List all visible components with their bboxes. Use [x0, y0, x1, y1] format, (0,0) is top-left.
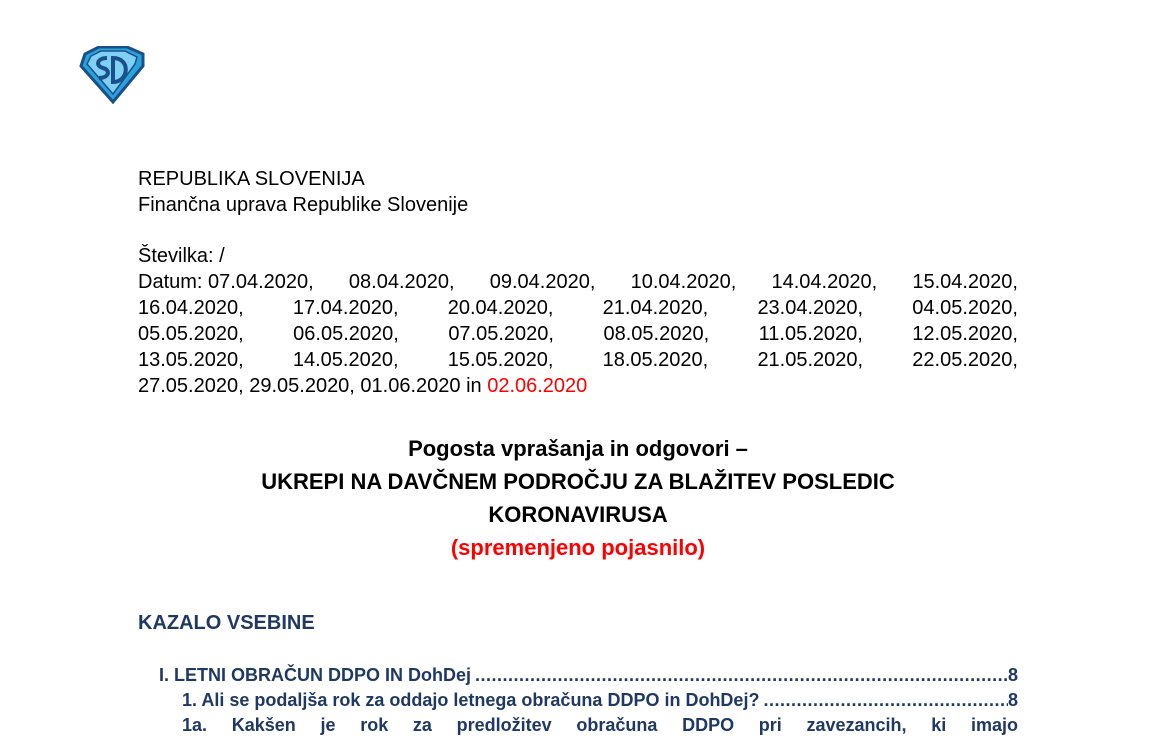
date-item: 15.04.2020,	[912, 271, 1018, 293]
title-line: Pogosta vprašanja in odgovori –	[408, 436, 748, 461]
date-item: 18.05.2020,	[602, 349, 709, 371]
table-of-contents	[138, 663, 1018, 738]
document-number: Številka: /	[138, 245, 225, 267]
date-item: 20.04.2020,	[447, 297, 554, 319]
date-item: 11.05.2020,	[758, 323, 863, 345]
toc-entry[interactable]	[138, 663, 1018, 688]
document-title	[138, 432, 1018, 564]
date-item: 21.05.2020,	[757, 349, 864, 371]
agency-name: Finančna uprava Republike Slovenije	[138, 194, 469, 216]
date-item: 12.05.2020,	[912, 323, 1018, 345]
date-item: 22.05.2020,	[912, 349, 1018, 371]
fura-logo-icon	[77, 46, 147, 104]
date-item: 04.05.2020,	[912, 297, 1018, 319]
toc-entry-title: 1. Ali se podaljša rok za oddajo letnega obračuna DDPO in DohDej?	[182, 690, 760, 710]
title-changed-note: (spremenjeno pojasnilo)	[450, 535, 706, 560]
title-line: KORONAVIRUSA	[488, 502, 668, 527]
country-name: REPUBLIKA SLOVENIJA	[138, 168, 365, 190]
date-row	[138, 295, 1018, 321]
date-item: 08.05.2020,	[603, 323, 710, 345]
toc-leader-dots	[759, 688, 1008, 713]
date-item: 10.04.2020,	[630, 271, 737, 293]
date-row	[138, 321, 1018, 347]
toc-entry[interactable]	[138, 713, 1018, 738]
date-row	[138, 269, 1018, 295]
date-item: 05.05.2020,	[138, 323, 244, 345]
date-item: 13.05.2020,	[138, 349, 244, 371]
toc-leader-dots	[471, 663, 1008, 688]
date-item: Datum: 07.04.2020,	[138, 271, 314, 293]
date-item: 07.05.2020,	[448, 323, 554, 345]
date-row-last	[138, 373, 1018, 399]
date-item: 08.04.2020,	[348, 271, 455, 293]
date-list-tail: 27.05.2020, 29.05.2020, 01.06.2020 in	[138, 375, 488, 397]
toc-entry-title: I. LETNI OBRAČUN DDPO IN DohDej	[159, 665, 472, 685]
date-item: 14.04.2020,	[771, 271, 878, 293]
date-item: 15.05.2020,	[447, 349, 554, 371]
date-item: 17.04.2020,	[292, 297, 399, 319]
toc-entry-page: 8	[1007, 665, 1018, 685]
toc-entry[interactable]	[138, 688, 1018, 713]
date-item: 21.04.2020,	[602, 297, 709, 319]
toc-entry-title: 1a. Kakšen je rok za predložitev obračuna DDPO pri zavezancih, ki imajo	[182, 715, 1018, 735]
date-item: 14.05.2020,	[292, 349, 399, 371]
date-item: 09.04.2020,	[489, 271, 596, 293]
date-row	[138, 347, 1018, 373]
title-line: UKREPI NA DAVČNEM PODROČJU ZA BLAŽITEV POSLEDIC	[261, 469, 895, 494]
date-item: 16.04.2020,	[138, 297, 244, 319]
date-item: 06.05.2020,	[293, 323, 399, 345]
document-header	[138, 166, 1018, 399]
toc-heading: KAZALO VSEBINE	[138, 612, 315, 634]
latest-date: 02.06.2020	[487, 375, 588, 397]
date-list	[138, 269, 1018, 399]
date-item: 23.04.2020,	[757, 297, 864, 319]
toc-entry-page: 8	[1007, 690, 1018, 710]
